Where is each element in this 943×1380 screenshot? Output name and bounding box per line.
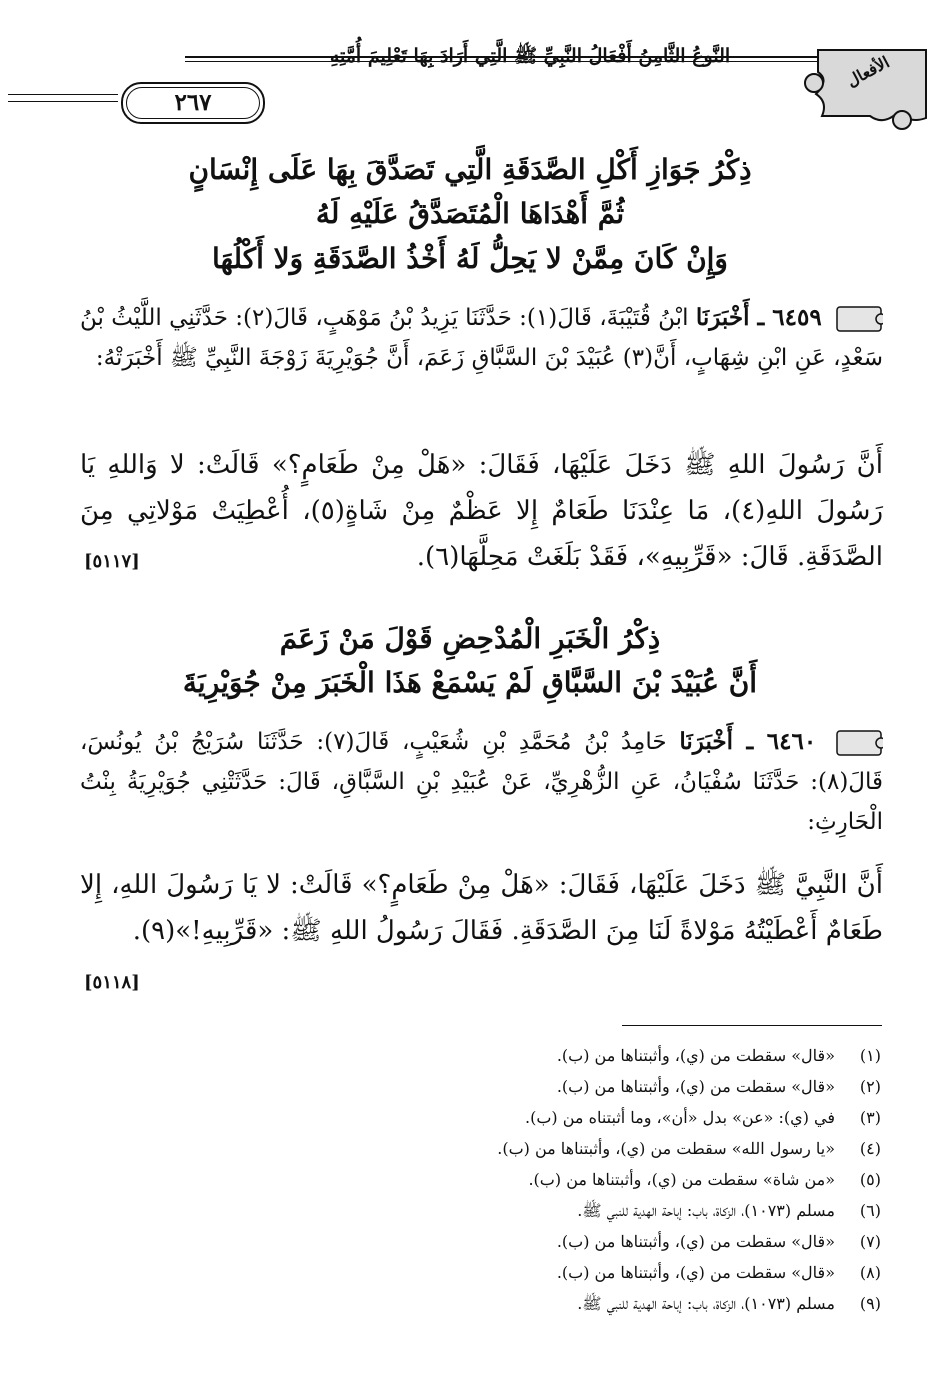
footnote-text: «قال» سقطت من (ي)، وأثبتناها من (ب). xyxy=(556,1046,835,1065)
footnote-text: «قال» سقطت من (ي)، وأثبتناها من (ب). xyxy=(556,1232,835,1251)
footnote-number: (٦) xyxy=(859,1201,881,1220)
hadith-matn: أَنَّ رَسُولَ اللهِ ﷺ دَخَلَ عَلَيْهَا، فَقَالَ: «هَلْ مِنْ طَعَامٍ؟» قَالَتْ: لا وَاللهِ يَا رَسُولَ اللهِ(٤)، مَا عِنْدَنَا طَعَامٌ إِلا عَظْمٌ مِنْ شَاةٍ(٥)، أُعْطِيَتْ مَوْلاتِي مِنَ الصَّدَقَةِ. قَالَ: «قَرِّبِيهِ»، فَقَدْ بَلَغَتْ مَحِلَّهَا(٦). xyxy=(80,450,883,572)
footnote-item xyxy=(161,1071,881,1102)
page-header xyxy=(78,38,938,128)
footnote-item xyxy=(161,1288,881,1319)
footnote-rule xyxy=(622,1025,882,1026)
isnad-text: حَامِدُ بْنُ مُحَمَّدِ بْنِ شُعَيْبٍ، قَالَ(٧): حَدَّثَنَا سُرَيْجُ بْنُ يُونُسَ، قَالَ(٨): حَدَّثَنَا سُفْيَانُ، عَنِ الزُّهْرِيِّ، عَنْ عُبَيْدِ بْنِ السَّبَّاقِ، قَالَ: حَدَّثَتْنِي جُوَيْرِيَةُ بِنْتُ الْحَارِثِ: xyxy=(80,729,883,835)
footnote-text: «قال» سقطت من (ي)، وأثبتناها من (ب). xyxy=(556,1263,835,1282)
hadith-reference: [٥١١٨] xyxy=(84,972,140,993)
section-heading-line: أَنَّ عُبَيْدَ بْنَ السَّبَّاقِ لَمْ يَسْمَعْ هَذَا الْخَبَرَ مِنْ جُوَيْرِيَةَ xyxy=(182,666,758,699)
footnotes-list xyxy=(161,1040,881,1319)
footnote-text: «من شاة» سقطت من (ي)، وأثبتناها من (ب). xyxy=(528,1170,835,1189)
footnote-number: (٢) xyxy=(859,1077,881,1096)
hadith-number: ٦٤٦٠ ـ أَخْبَرَنَا xyxy=(679,728,817,755)
footnote-text: «يا رسول الله» سقطت من (ي)، وأثبتناها من (ب). xyxy=(497,1139,835,1158)
section-heading-line: ذِكْرُ جَوَازِ أَكْلِ الصَّدَقَةِ الَّتِي تَصَدَّقَ بِهَا عَلَى إِنْسَانٍ xyxy=(188,153,752,186)
footnote-number: (٩) xyxy=(859,1294,881,1313)
header-rule xyxy=(185,56,817,58)
hadith-isnad xyxy=(80,298,883,378)
footnote-text: «قال» سقطت من (ي)، وأثبتناها من (ب). xyxy=(556,1077,835,1096)
footnote-number: (٤) xyxy=(859,1139,881,1158)
badge-label: الأفعال xyxy=(843,52,893,91)
section-heading-line: ذِكْرُ الْخَبَرِ الْمُدْحِضِ قَوْلَ مَنْ زَعَمَ xyxy=(279,622,661,655)
hadith-reference: [٥١١٧] xyxy=(84,551,140,572)
puzzle-badge-icon xyxy=(798,38,938,138)
footnote-item xyxy=(161,1133,881,1164)
footnote-text: في (ي): «عن» بدل «أن»، وما أثبتناه من (ب). xyxy=(525,1108,835,1127)
left-rule-bottom xyxy=(8,101,118,102)
hadith-number: ٦٤٥٩ ـ أَخْبَرَنَا xyxy=(695,304,822,331)
footnote-item xyxy=(161,1226,881,1257)
section-heading-line: ثُمَّ أَهْدَاهَا الْمُتَصَدَّقُ عَلَيْهِ لَهُ xyxy=(315,197,625,230)
left-rule-top xyxy=(8,94,118,95)
footnote-item xyxy=(161,1102,881,1133)
footnote-item xyxy=(161,1040,881,1071)
footnote-number: (٧) xyxy=(859,1232,881,1251)
footnote-number: (٣) xyxy=(859,1108,881,1127)
header-rule-thin xyxy=(185,61,817,62)
footnote-number: (٨) xyxy=(859,1263,881,1282)
footnote-item xyxy=(161,1195,881,1226)
footnote-number: (٥) xyxy=(859,1170,881,1189)
section-heading-line: وَإِنْ كَانَ مِمَّنْ لا يَحِلُّ لَهُ أَخْذُ الصَّدَقَةِ وَلا أَكْلُهَا xyxy=(212,242,728,275)
page-number: ٢٦٧ xyxy=(121,82,265,124)
footnote-number: (١) xyxy=(859,1046,881,1065)
footnote-item xyxy=(161,1164,881,1195)
hadith-marker-icon xyxy=(835,727,883,759)
footnote-text: مسلم (١٠٧٣)، الزكاة، باب: إباحة الهدية للنبي ﷺ. xyxy=(577,1201,835,1220)
hadith-marker-icon xyxy=(835,303,883,335)
isnad-text: ابْنُ قُتَيْبَةَ، قَالَ(١): حَدَّثَنَا يَزِيدُ بْنُ مَوْهَبٍ، قَالَ(٢): حَدَّثَنِي اللَّيْثُ بْنُ سَعْدٍ، عَنِ ابْنِ شِهَابٍ، أَنَّ(٣) عُبَيْدَ بْنَ السَّبَّاقِ زَعَمَ، أَنَّ جُوَيْرِيَةَ زَوْجَةَ النَّبِيِّ ﷺ أَخْبَرَتْهُ: xyxy=(80,305,883,371)
running-title: النَّوعُ الثَّامِنُ أَفْعَالُ النَّبِيِّ ﷺ الَّتِي أَرَادَ بِهَا تَعْلِيمَ أُمَّتِهِ xyxy=(329,45,731,67)
hadith-matn: أَنَّ النَّبِيَّ ﷺ دَخَلَ عَلَيْهَا، فَقَالَ: «هَلْ مِنْ طَعَامٍ؟» قَالَتْ: لا يَا رَسُولَ اللهِ، إِلا طَعَامٌ أَعْطَيْتُهُ مَوْلاةً لَنَا مِنَ الصَّدَقَةِ. فَقَالَ رَسُولُ اللهِ ﷺ: «قَرِّبِيهِ!»(٩). xyxy=(80,870,883,946)
hadith-isnad xyxy=(80,722,883,842)
footnote-item xyxy=(161,1257,881,1288)
footnote-text: مسلم (١٠٧٣)، الزكاة، باب: إباحة الهدية للنبي ﷺ. xyxy=(577,1294,835,1313)
